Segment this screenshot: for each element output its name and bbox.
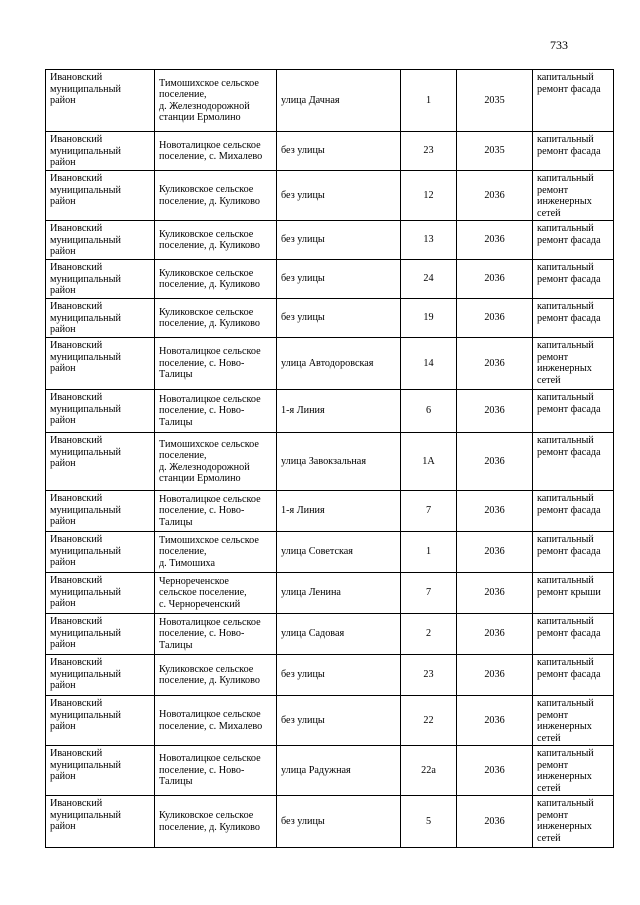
house-number-cell	[401, 171, 457, 221]
page-number: 733	[550, 38, 568, 52]
settlement-cell	[155, 70, 277, 132]
settlement-cell-text: Куликовское сельское поселение, д. Куликово	[159, 306, 260, 329]
house-number-cell-text: 1А	[422, 455, 435, 467]
district-cell-text: Ивановский муниципальный район	[50, 657, 121, 691]
house-number-cell-text: 23	[423, 669, 434, 681]
district-cell	[46, 532, 155, 573]
year-cell	[457, 221, 533, 260]
district-cell-text: Ивановский муниципальный район	[50, 698, 121, 732]
house-number-cell	[401, 491, 457, 532]
work-type-cell-text: капитальный ремонт инженерных сетей	[537, 340, 594, 386]
street-cell-text: улица Садовая	[281, 628, 345, 640]
table-row	[46, 532, 614, 573]
settlement-cell-text: Тимошихское сельское поселение, д. Тимошиха	[159, 534, 259, 569]
settlement-cell	[155, 491, 277, 532]
year-cell	[457, 573, 533, 614]
year-cell	[457, 299, 533, 338]
district-cell-text: Ивановский муниципальный район	[50, 435, 121, 469]
settlement-cell	[155, 614, 277, 655]
year-cell	[457, 70, 533, 132]
settlement-cell-text: Куликовское сельское поселение, д. Куликово	[159, 184, 260, 207]
settlement-cell	[155, 338, 277, 390]
table-row	[46, 221, 614, 260]
district-cell	[46, 573, 155, 614]
house-number-cell-text: 1	[425, 546, 432, 558]
table-row	[46, 746, 614, 796]
street-cell-text: улица Дачная	[281, 94, 340, 106]
settlement-cell	[155, 132, 277, 171]
district-cell-text: Ивановский муниципальный район	[50, 616, 121, 650]
district-cell-text: Ивановский муниципальный район	[50, 392, 121, 426]
work-type-cell-text: капитальный ремонт фасада	[537, 134, 601, 157]
settlement-cell	[155, 655, 277, 696]
table-row	[46, 433, 614, 491]
district-cell-text: Ивановский муниципальный район	[50, 575, 121, 609]
settlement-cell-text: Куликовское сельское поселение, д. Куликово	[159, 267, 260, 290]
year-cell-text: 2036	[484, 815, 505, 827]
district-cell-text: Ивановский муниципальный район	[50, 493, 121, 527]
settlement-cell	[155, 221, 277, 260]
year-cell-text: 2036	[484, 189, 505, 201]
work-type-cell	[533, 532, 614, 573]
house-number-cell-text: 22	[423, 714, 434, 726]
house-number-cell-text: 22а	[421, 764, 436, 776]
year-cell	[457, 338, 533, 390]
house-number-cell	[401, 532, 457, 573]
work-type-cell-text: капитальный ремонт фасада	[537, 493, 601, 516]
work-type-cell	[533, 573, 614, 614]
house-number-cell-text: 14	[423, 357, 434, 369]
settlement-cell	[155, 796, 277, 848]
work-type-cell-text: капитальный ремонт фасада	[537, 657, 601, 680]
street-cell	[277, 132, 401, 171]
settlement-cell	[155, 299, 277, 338]
work-type-cell	[533, 746, 614, 796]
district-cell-text: Ивановский муниципальный район	[50, 223, 121, 257]
street-cell	[277, 299, 401, 338]
house-number-cell-text: 7	[425, 505, 432, 517]
street-cell	[277, 655, 401, 696]
house-number-cell	[401, 299, 457, 338]
house-number-cell	[401, 573, 457, 614]
table-row	[46, 491, 614, 532]
table-row	[46, 796, 614, 848]
year-cell-text: 2035	[484, 94, 505, 106]
street-cell	[277, 390, 401, 433]
work-type-cell	[533, 655, 614, 696]
year-cell-text: 2036	[484, 312, 505, 324]
table-row	[46, 132, 614, 171]
work-type-cell-text: капитальный ремонт фасада	[537, 616, 601, 639]
year-cell	[457, 614, 533, 655]
year-cell	[457, 260, 533, 299]
district-cell-text: Ивановский муниципальный район	[50, 173, 121, 207]
street-cell	[277, 491, 401, 532]
settlement-cell-text: Чернореченское сельское поселение, с. Чернореченский	[159, 575, 247, 610]
table-row	[46, 260, 614, 299]
year-cell-text: 2036	[484, 455, 505, 467]
year-cell-text: 2036	[484, 357, 505, 369]
district-cell-text: Ивановский муниципальный район	[50, 134, 121, 168]
settlement-cell	[155, 532, 277, 573]
work-type-cell-text: капитальный ремонт фасада	[537, 72, 601, 95]
repair-schedule-table	[45, 69, 614, 848]
house-number-cell	[401, 614, 457, 655]
house-number-cell-text: 5	[425, 815, 432, 827]
street-cell	[277, 260, 401, 299]
street-cell	[277, 171, 401, 221]
house-number-cell	[401, 132, 457, 171]
table-row	[46, 70, 614, 132]
year-cell	[457, 696, 533, 746]
settlement-cell	[155, 746, 277, 796]
settlement-cell	[155, 696, 277, 746]
work-type-cell	[533, 390, 614, 433]
street-cell-text: без улицы	[281, 669, 325, 681]
settlement-cell-text: Новоталицкое сельское поселение, с. Ново- Талицы	[159, 616, 261, 651]
district-cell	[46, 171, 155, 221]
house-number-cell	[401, 338, 457, 390]
settlement-cell-text: Куликовское сельское поселение, д. Куликово	[159, 663, 260, 686]
house-number-cell	[401, 390, 457, 433]
work-type-cell-text: капитальный ремонт инженерных сетей	[537, 798, 594, 844]
settlement-cell-text: Тимошихское сельское поселение, д. Железнодорожной станции Ермолино	[159, 438, 259, 484]
street-cell	[277, 796, 401, 848]
year-cell-text: 2035	[484, 145, 505, 157]
table-body	[46, 70, 614, 848]
district-cell-text: Ивановский муниципальный район	[50, 301, 121, 335]
year-cell	[457, 796, 533, 848]
settlement-cell-text: Новоталицкое сельское поселение, с. Ново- Талицы	[159, 346, 261, 381]
work-type-cell-text: капитальный ремонт фасада	[537, 301, 601, 324]
settlement-cell-text: Новоталицкое сельское поселение, с. Ново- Талицы	[159, 393, 261, 428]
work-type-cell-text: капитальный ремонт фасада	[537, 534, 601, 557]
district-cell	[46, 70, 155, 132]
house-number-cell	[401, 433, 457, 491]
district-cell	[46, 655, 155, 696]
house-number-cell	[401, 696, 457, 746]
district-cell	[46, 614, 155, 655]
district-cell	[46, 491, 155, 532]
street-cell	[277, 696, 401, 746]
street-cell-text: без улицы	[281, 273, 325, 285]
work-type-cell	[533, 796, 614, 848]
district-cell	[46, 299, 155, 338]
work-type-cell	[533, 70, 614, 132]
year-cell-text: 2036	[484, 587, 505, 599]
district-cell	[46, 221, 155, 260]
house-number-cell	[401, 221, 457, 260]
street-cell-text: улица Советская	[281, 546, 353, 558]
table-row	[46, 573, 614, 614]
work-type-cell	[533, 260, 614, 299]
street-cell-text: улица Завокзальная	[281, 455, 367, 467]
table-row	[46, 299, 614, 338]
house-number-cell-text: 1	[425, 94, 432, 106]
district-cell-text: Ивановский муниципальный район	[50, 748, 121, 782]
settlement-cell	[155, 171, 277, 221]
work-type-cell	[533, 299, 614, 338]
settlement-cell	[155, 433, 277, 491]
year-cell	[457, 433, 533, 491]
year-cell	[457, 390, 533, 433]
year-cell-text: 2036	[484, 546, 505, 558]
table-row	[46, 655, 614, 696]
work-type-cell	[533, 491, 614, 532]
settlement-cell	[155, 390, 277, 433]
table-row	[46, 390, 614, 433]
street-cell	[277, 338, 401, 390]
year-cell	[457, 655, 533, 696]
street-cell-text: 1-я Линия	[281, 405, 325, 417]
house-number-cell	[401, 70, 457, 132]
street-cell-text: 1-я Линия	[281, 505, 325, 517]
settlement-cell-text: Новоталицкое сельское поселение, с. Ново- Талицы	[159, 493, 261, 528]
street-cell	[277, 70, 401, 132]
year-cell	[457, 171, 533, 221]
house-number-cell-text: 6	[425, 405, 432, 417]
work-type-cell-text: капитальный ремонт инженерных сетей	[537, 748, 594, 794]
year-cell	[457, 746, 533, 796]
settlement-cell-text: Куликовское сельское поселение, д. Куликово	[159, 228, 260, 251]
district-cell	[46, 390, 155, 433]
table-row	[46, 696, 614, 746]
district-cell-text: Ивановский муниципальный район	[50, 72, 121, 106]
year-cell-text: 2036	[484, 628, 505, 640]
work-type-cell-text: капитальный ремонт фасада	[537, 435, 601, 458]
work-type-cell-text: капитальный ремонт фасада	[537, 262, 601, 285]
year-cell-text: 2036	[484, 273, 505, 285]
district-cell-text: Ивановский муниципальный район	[50, 798, 121, 832]
work-type-cell	[533, 221, 614, 260]
year-cell-text: 2036	[484, 405, 505, 417]
district-cell	[46, 746, 155, 796]
house-number-cell-text: 13	[423, 234, 434, 246]
house-number-cell	[401, 796, 457, 848]
district-cell-text: Ивановский муниципальный район	[50, 262, 121, 296]
work-type-cell	[533, 696, 614, 746]
house-number-cell-text: 24	[423, 273, 434, 285]
work-type-cell-text: капитальный ремонт крыши	[537, 575, 601, 598]
year-cell	[457, 491, 533, 532]
street-cell	[277, 532, 401, 573]
district-cell-text: Ивановский муниципальный район	[50, 534, 121, 568]
district-cell	[46, 132, 155, 171]
house-number-cell-text: 19	[423, 312, 434, 324]
work-type-cell-text: капитальный ремонт фасада	[537, 392, 601, 415]
district-cell	[46, 433, 155, 491]
year-cell-text: 2036	[484, 764, 505, 776]
settlement-cell-text: Тимошихское сельское поселение, д. Железнодорожной станции Ермолино	[159, 77, 259, 123]
district-cell	[46, 260, 155, 299]
settlement-cell-text: Новоталицкое сельское поселение, с. Ново- Талицы	[159, 753, 261, 788]
street-cell-text: без улицы	[281, 815, 325, 827]
street-cell-text: улица Ленина	[281, 587, 341, 599]
work-type-cell	[533, 132, 614, 171]
house-number-cell	[401, 746, 457, 796]
work-type-cell-text: капитальный ремонт инженерных сетей	[537, 173, 594, 219]
street-cell	[277, 746, 401, 796]
work-type-cell	[533, 433, 614, 491]
work-type-cell-text: капитальный ремонт фасада	[537, 223, 601, 246]
settlement-cell-text: Новоталицкое сельское поселение, с. Михалево	[159, 139, 263, 162]
street-cell-text: улица Автодоровская	[281, 357, 374, 369]
year-cell-text: 2036	[484, 669, 505, 681]
year-cell	[457, 532, 533, 573]
street-cell-text: без улицы	[281, 312, 325, 324]
work-type-cell	[533, 338, 614, 390]
district-cell	[46, 338, 155, 390]
house-number-cell	[401, 655, 457, 696]
year-cell-text: 2036	[484, 234, 505, 246]
street-cell	[277, 221, 401, 260]
street-cell-text: без улицы	[281, 714, 325, 726]
district-cell	[46, 796, 155, 848]
street-cell-text: без улицы	[281, 145, 325, 157]
street-cell	[277, 614, 401, 655]
settlement-cell-text: Куликовское сельское поселение, д. Куликово	[159, 810, 260, 833]
house-number-cell-text: 23	[423, 145, 434, 157]
table-row	[46, 614, 614, 655]
table-row	[46, 171, 614, 221]
street-cell-text: без улицы	[281, 189, 325, 201]
year-cell-text: 2036	[484, 505, 505, 517]
house-number-cell-text: 2	[425, 628, 432, 640]
work-type-cell	[533, 614, 614, 655]
year-cell	[457, 132, 533, 171]
street-cell-text: улица Радужная	[281, 764, 351, 776]
district-cell-text: Ивановский муниципальный район	[50, 340, 121, 374]
street-cell	[277, 573, 401, 614]
table-row	[46, 338, 614, 390]
district-cell	[46, 696, 155, 746]
work-type-cell-text: капитальный ремонт инженерных сетей	[537, 698, 594, 744]
settlement-cell	[155, 260, 277, 299]
street-cell	[277, 433, 401, 491]
house-number-cell	[401, 260, 457, 299]
house-number-cell-text: 12	[423, 189, 434, 201]
settlement-cell-text: Новоталицкое сельское поселение, с. Михалево	[159, 709, 263, 732]
work-type-cell	[533, 171, 614, 221]
settlement-cell	[155, 573, 277, 614]
year-cell-text: 2036	[484, 714, 505, 726]
house-number-cell-text: 7	[425, 587, 432, 599]
street-cell-text: без улицы	[281, 234, 325, 246]
